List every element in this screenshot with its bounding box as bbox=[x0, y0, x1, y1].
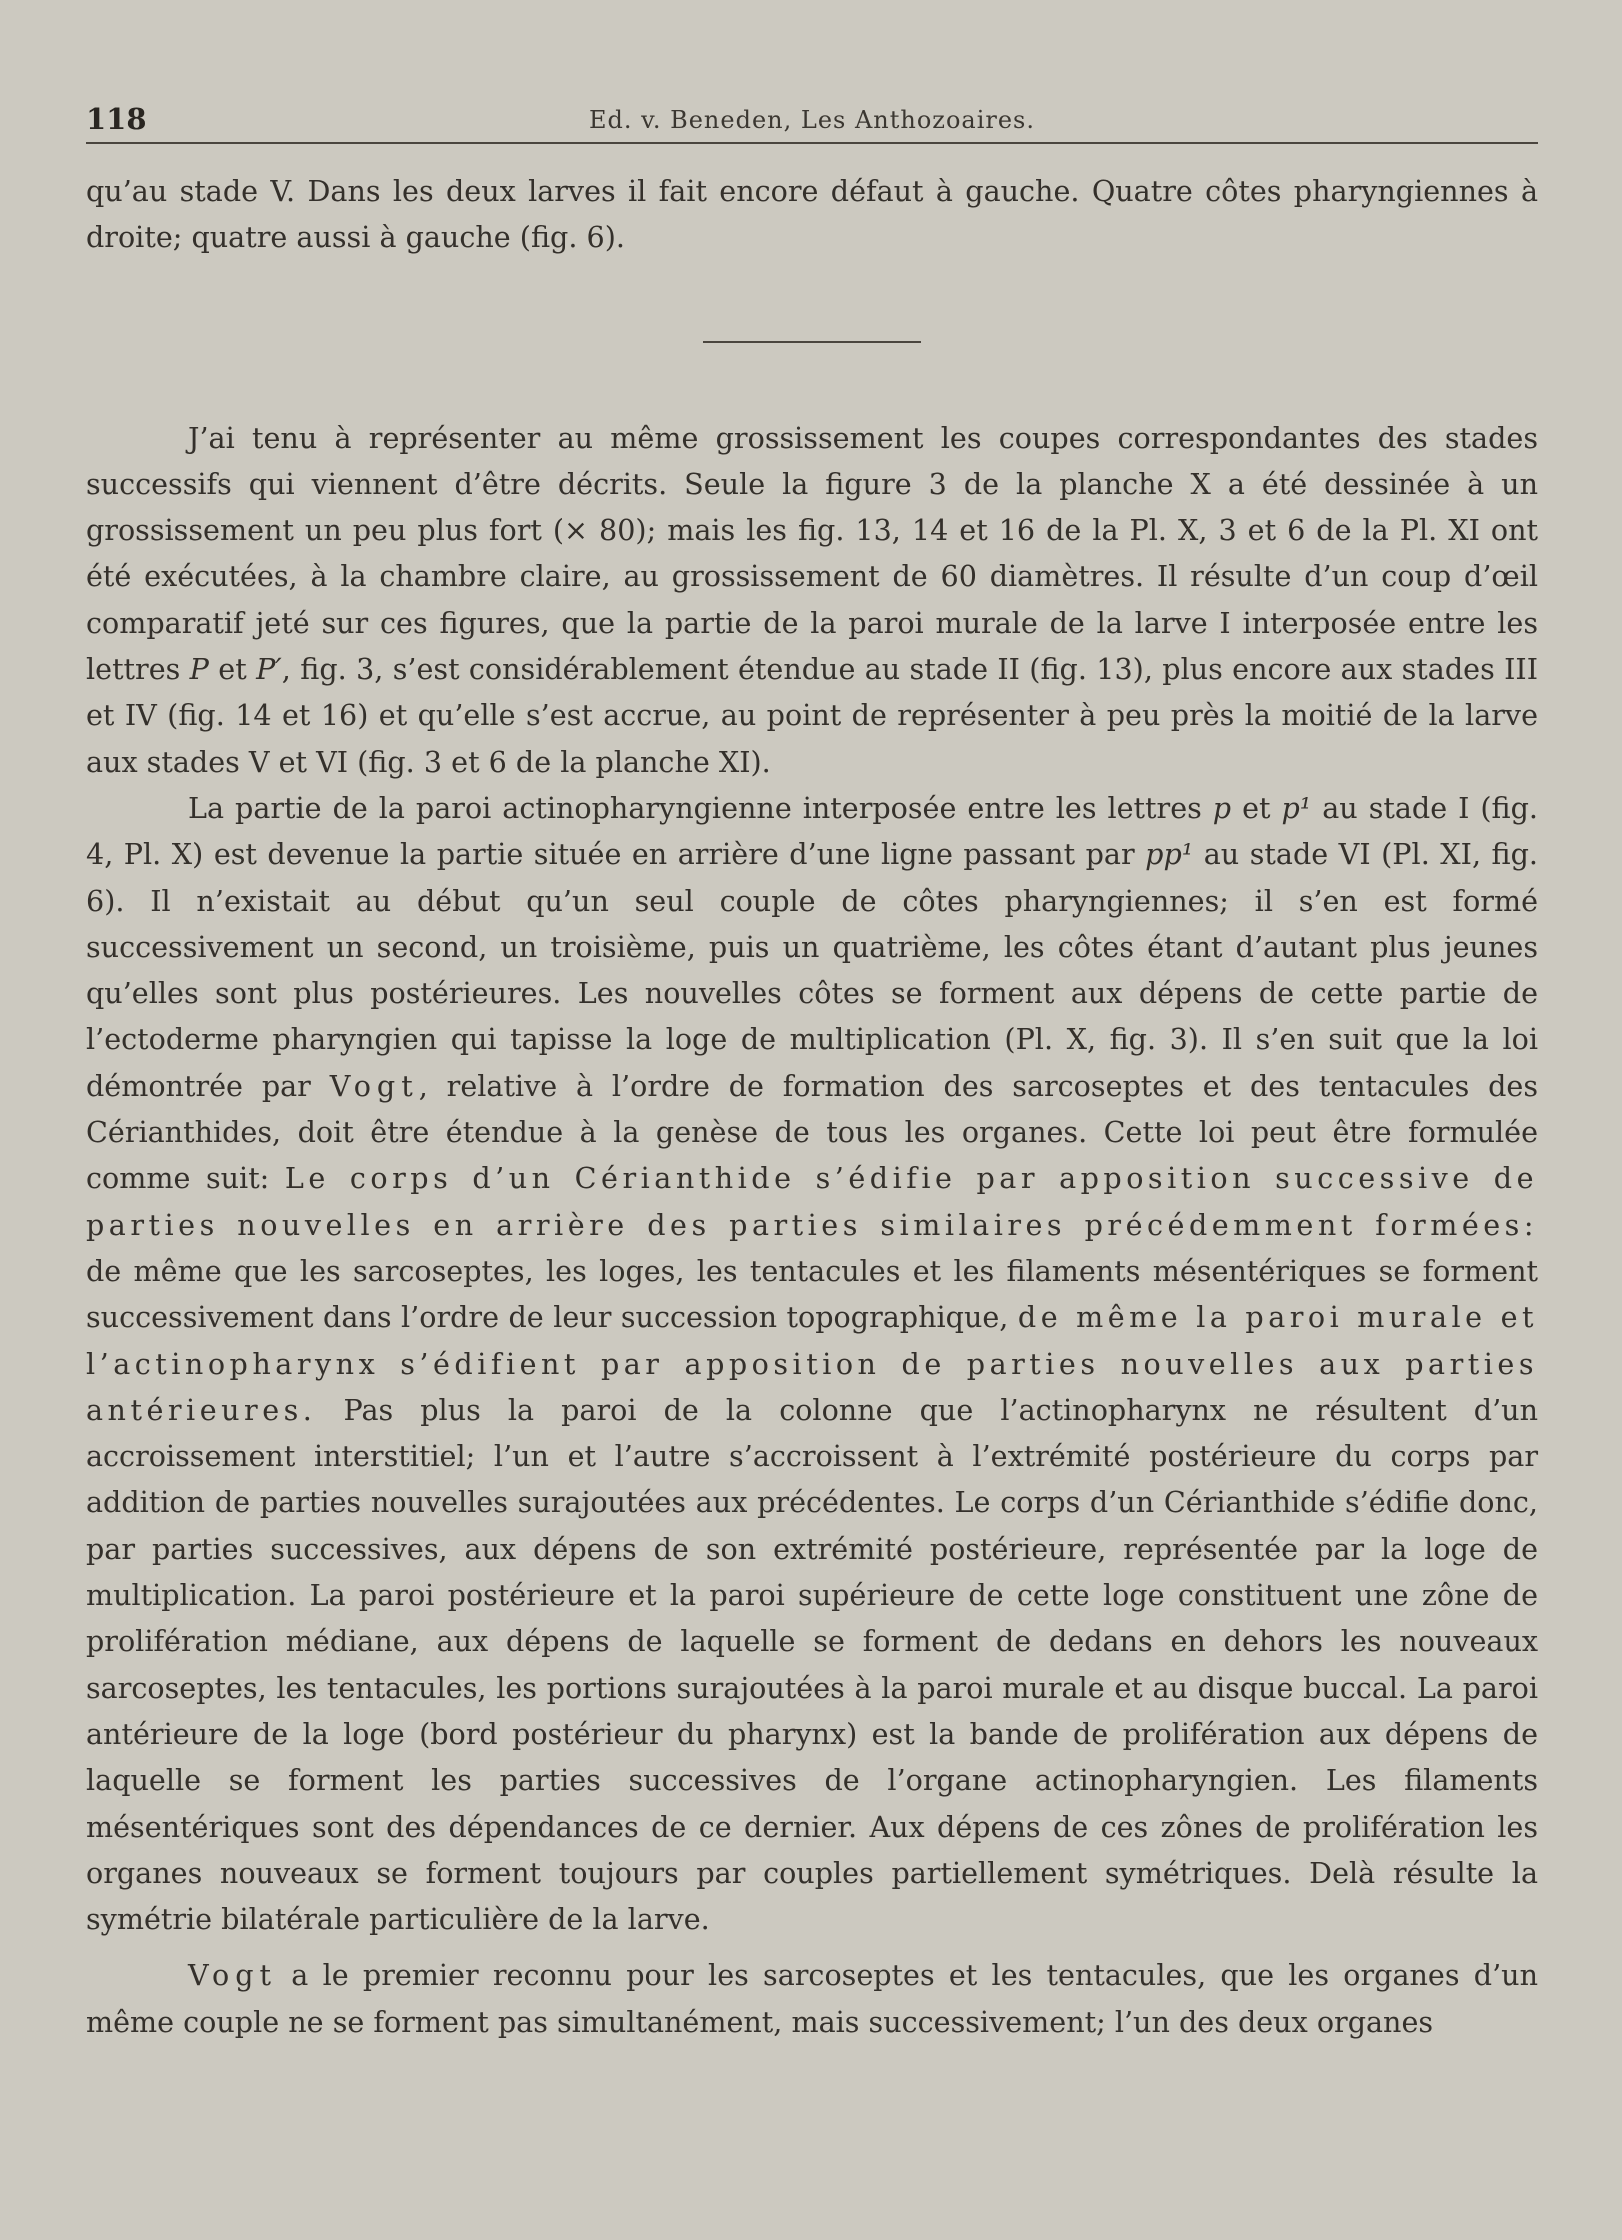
letter-label: P bbox=[189, 652, 209, 687]
body-text bbox=[86, 168, 1538, 2045]
letter-label: p¹ bbox=[1281, 790, 1312, 825]
text-run: , fig. 3, s’est considérablement étendue au stade II (fig. 13), plus encore aux stades III et IV (fig. 14 et 16) et qu’elle s’est accrue, au point de représenter à peu près la moitié de la larve aux stades V et VI (fig. 3 et 6 de la planche XI). bbox=[86, 652, 1538, 779]
letter-label: p bbox=[1212, 790, 1232, 825]
text-run: de même que les sarcoseptes, les loges, les tentacules et les filaments mésentériques se forment successivement dans l’ordre de leur succession topographique, bbox=[86, 1253, 1538, 1335]
paragraph-growth-law bbox=[86, 785, 1538, 1942]
letter-label: pp¹ bbox=[1145, 837, 1194, 872]
running-title: Ed. v. Beneden, Les Anthozoaires. bbox=[588, 106, 1035, 134]
page-number: 118 bbox=[86, 102, 147, 136]
text-run: Pas plus la paroi de la colonne que l’actinopharynx ne résultent d’un accroissement interstitiel; l’un et l’autre s’accroissent à l’extrémité postérieure du corps par addition de parties nouvelles surajoutées aux précédentes. Le corps d’un Cérianthide s’édifie donc, par parties successives, aux dépens de son extrémité postérieure, représentée par la loge de multiplication. La paroi postérieure et la paroi supérieure de cette loge constituent une zône de prolifération médiane, aux dépens de laquelle se forment de dedans en dehors les nouveaux sarcoseptes, les tentacules, les portions surajoutées à la paroi murale et au disque buccal. La paroi antérieure de la loge (bord postérieur du pharynx) est la bande de prolifération aux dépens de laquelle se forment les parties successives de l’organe actinopharyngien. Les filaments mésentériques sont des dépendances de ce dernier. Aux dépens de ces zônes de prolifération les organes nouveaux se forment toujours par couples partiellement symétriques. Delà résulte la symétrie bilatérale particulière de la larve. bbox=[86, 1392, 1538, 1937]
text-run: au stade I (fig. 4, Pl. X) est devenue la partie située en arrière d’une ligne passant par bbox=[86, 790, 1538, 872]
author-name: Vogt bbox=[329, 1068, 419, 1103]
text-run: , relative à l’ordre de formation des sarcoseptes et des tentacules des Cérianthides, doit être étendue à la genèse de tous les organes. Cette loi peut être formulée comme suit: bbox=[86, 1068, 1538, 1196]
page-header bbox=[86, 96, 1538, 144]
spaced-emphasis: Le corps d’un Cérianthide s’édifie par apposition successive de parties nouvelles en arrière des parties similaires précédemment formées: bbox=[86, 1161, 1539, 1242]
text-run: et bbox=[1242, 790, 1271, 825]
author-name: Vogt bbox=[188, 1958, 278, 1993]
section-divider bbox=[703, 341, 921, 343]
text-run: J’ai tenu à représenter au même grossissement les coupes correspondantes des stades successifs qui viennent d’être décrits. Seule la figure 3 de la planche X a été dessinée à un grossissement un peu plus fort (× 80); mais les fig. 13, 14 et 16 de la Pl. X, 3 et 6 de la Pl. XI ont été exécutées, à la chambre claire, au grossissement de 60 diamètres. Il résulte d’un coup d’œil comparatif jeté sur ces figures, que la partie de la paroi murale de la larve I interposée entre les lettres bbox=[86, 420, 1538, 687]
text-run: La partie de la paroi actinopharyngienne interposée entre les lettres bbox=[188, 790, 1202, 825]
text-run: au stade VI (Pl. XI, fig. 6). Il n’existait au début qu’un seul couple de côtes pharyngiennes; il s’en est formé successivement un second, un troisième, puis un quatrième, les côtes étant d’autant plus jeunes qu’elles sont plus postérieures. Les nouvelles côtes se forment aux dépens de cette partie de l’ectoderme pharyngien qui tapisse la loge de multiplication (Pl. X, fig. 3). Il s’en suit que la loi démontrée par bbox=[86, 837, 1539, 1103]
letter-label: P′ bbox=[256, 652, 282, 687]
paragraph-magnification bbox=[86, 415, 1538, 785]
spaced-emphasis: de même la paroi murale et l’actinopharynx s’édifient par apposition de parties nouvelles aux parties antérieures. bbox=[86, 1300, 1539, 1427]
paragraph-vogt bbox=[86, 1952, 1538, 2045]
text-run: et bbox=[218, 652, 247, 687]
text-run: qu’au stade V. Dans les deux larves il fait encore défaut à gauche. Quatre côtes pharyngiennes à droite; quatre aussi à gauche (fig. 6). bbox=[86, 174, 1538, 255]
text-run: a le premier reconnu pour les sarcoseptes et les tentacules, que les organes d’un même couple ne se forment pas simultanément, mais successivement; l’un des deux organes bbox=[86, 1958, 1538, 2039]
paragraph-continuation bbox=[86, 168, 1538, 261]
